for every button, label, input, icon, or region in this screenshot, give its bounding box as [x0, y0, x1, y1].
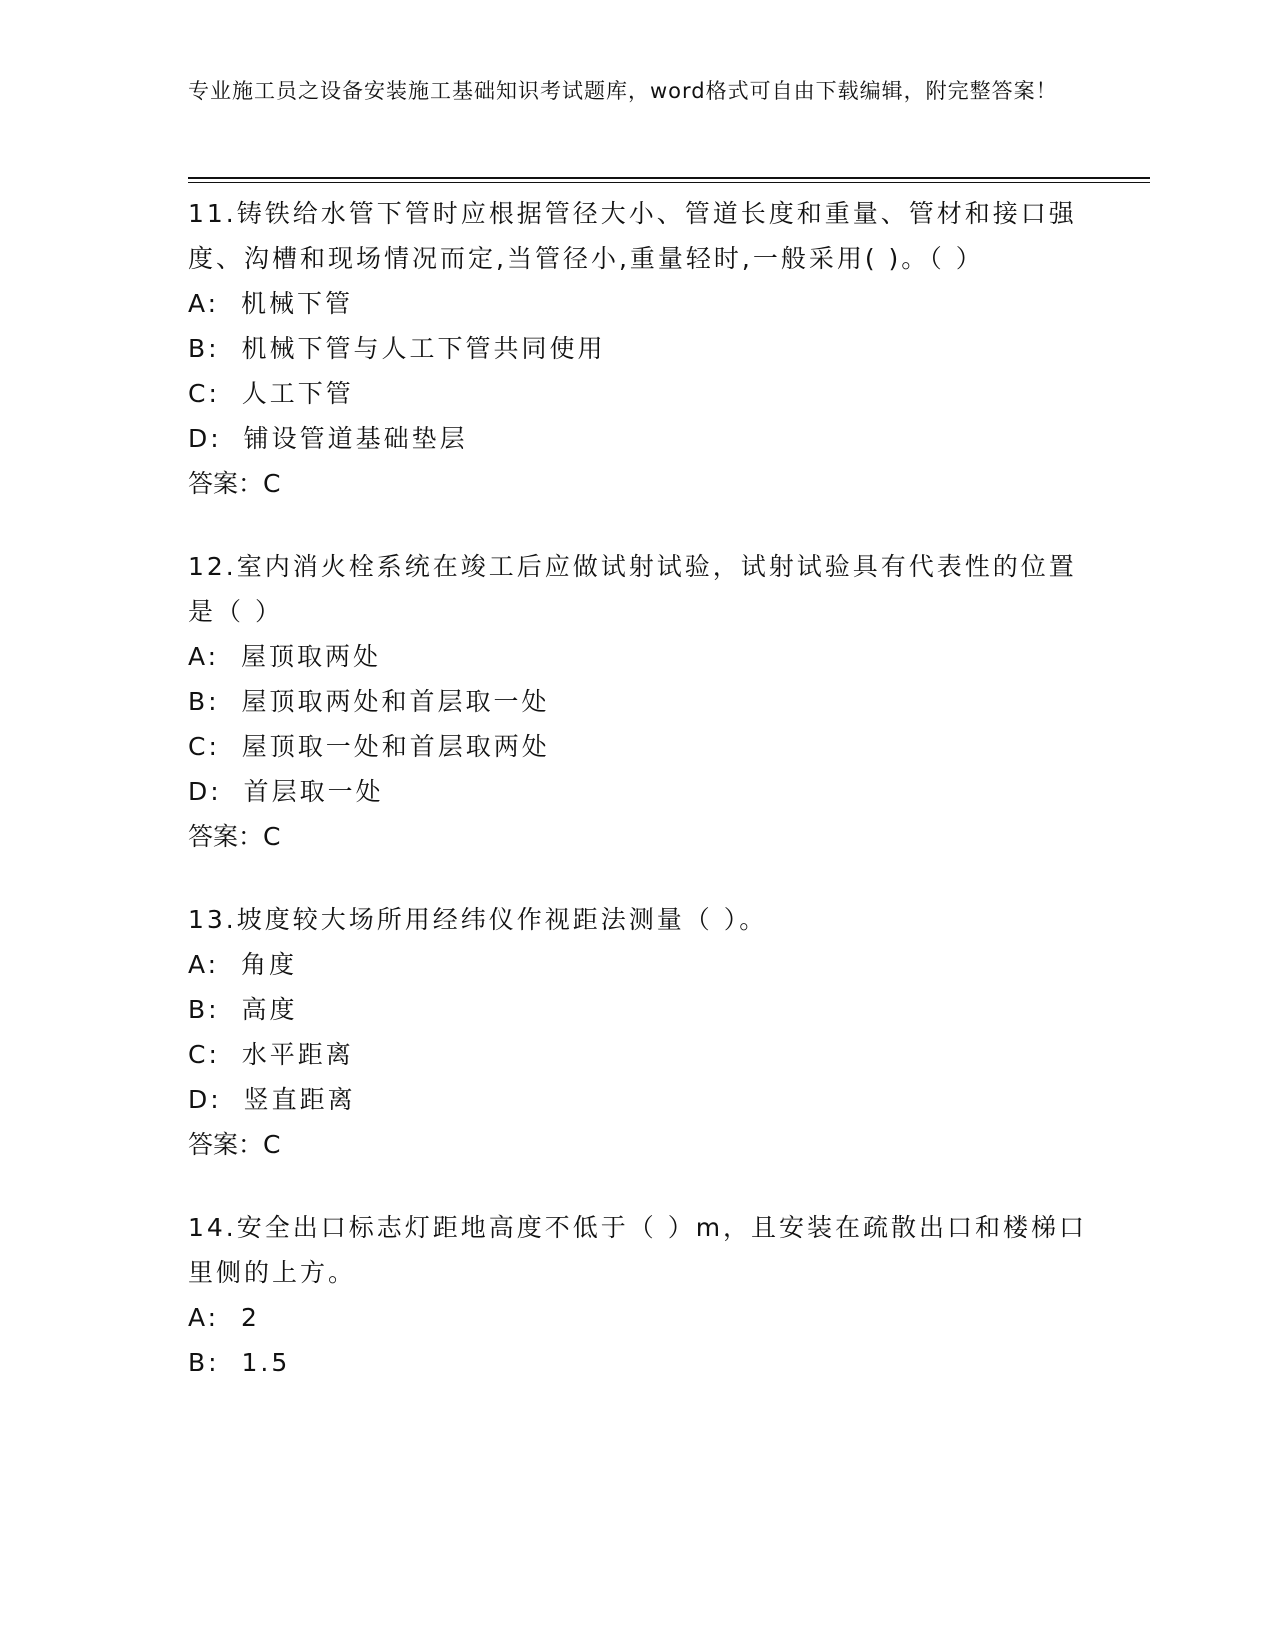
option-b: B: 高度: [188, 995, 298, 1024]
option-d: D: 竖直距离: [188, 1085, 356, 1114]
header-rule-thin: [188, 182, 1150, 183]
question-stem: 13.坡度较大场所用经纬仪作视距法测量（ ）。: [188, 905, 768, 934]
answer-line: 答案：C: [188, 469, 281, 498]
answer-line: 答案：C: [188, 1130, 281, 1159]
question-list: [188, 191, 1088, 1423]
option-b: B: 机械下管与人工下管共同使用: [188, 334, 606, 363]
question-stem: 14.安全出口标志灯距地高度不低于（ ）m，且安装在疏散出口和楼梯口里侧的上方。: [188, 1213, 1088, 1287]
question-stem: 11.铸铁给水管下管时应根据管径大小、管道长度和重量、管材和接口强度、沟槽和现场情况而定,当管径小,重量轻时,一般采用( )。（ ）: [188, 199, 1077, 273]
option-d: D: 首层取一处: [188, 777, 384, 806]
header-rule-thick: [188, 177, 1150, 179]
document-header: 专业施工员之设备安装施工基础知识考试题库，word格式可自由下载编辑，附完整答案！: [188, 79, 1058, 103]
option-a: A: 角度: [188, 950, 297, 979]
option-d: D: 铺设管道基础垫层: [188, 424, 468, 453]
option-b: B: 屋顶取两处和首层取一处: [188, 687, 550, 716]
question-12: [188, 544, 1088, 859]
question-14: [188, 1205, 1088, 1385]
option-c: C: 屋顶取一处和首层取两处: [188, 732, 550, 761]
answer-line: 答案：C: [188, 822, 281, 851]
option-a: A: 2: [188, 1303, 260, 1332]
option-c: C: 人工下管: [188, 379, 354, 408]
option-c: C: 水平距离: [188, 1040, 354, 1069]
option-a: A: 机械下管: [188, 289, 353, 318]
question-11: [188, 191, 1088, 506]
option-a: A: 屋顶取两处: [188, 642, 381, 671]
option-b: B: 1.5: [188, 1348, 291, 1377]
question-stem: 12.室内消火栓系统在竣工后应做试射试验，试射试验具有代表性的位置是（ ）: [188, 552, 1077, 626]
question-13: [188, 897, 1088, 1167]
